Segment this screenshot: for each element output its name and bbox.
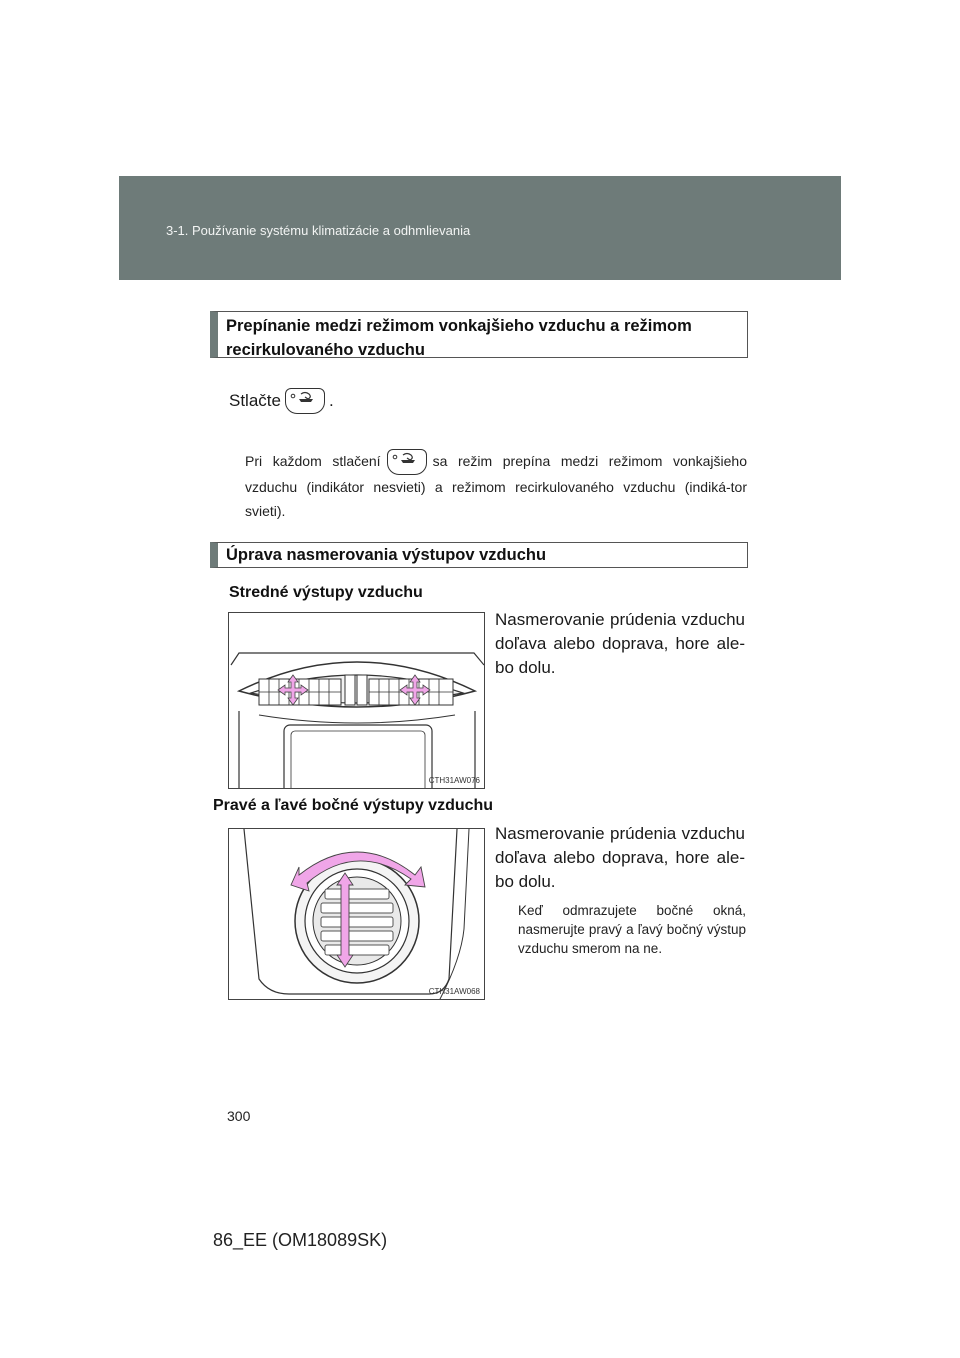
section-title-vents: Úprava nasmerovania výstupov vzduchu <box>210 542 748 568</box>
press-instruction <box>229 388 334 414</box>
air-recirculation-button-icon <box>387 449 427 475</box>
center-vent-illustration <box>229 613 485 789</box>
note-prefix: Pri každom stlačení <box>245 453 381 469</box>
air-recirculation-button-icon <box>285 388 325 414</box>
recirculation-note <box>245 449 747 523</box>
center-vents-description: Nasmerovanie prúdenia vzduchu doľava alebo doprava, hore ale-bo dolu. <box>495 610 745 677</box>
center-vents-figure <box>228 612 485 789</box>
side-vents-figure <box>228 828 485 1000</box>
figure-code: CTH31AW076 <box>428 776 480 785</box>
side-vent-illustration <box>229 829 485 1000</box>
figure-code: CTH31AW068 <box>428 987 480 996</box>
section-title-air-mode: Prepínanie medzi režimom vonkajšieho vzduchu a režimom recirkulovaného vzduchu <box>210 311 748 358</box>
side-vents-description: Nasmerovanie prúdenia vzduchu doľava alebo doprava, hore ale-bo dolu. <box>495 824 745 891</box>
press-suffix: . <box>328 391 334 410</box>
page-number: 300 <box>227 1108 251 1124</box>
header-title: 3-1. Používanie systému klimatizácie a odhmlievania <box>166 223 471 238</box>
center-vents-heading: Stredné výstupy vzduchu <box>229 584 423 601</box>
note-suffix: sa režim prepína medzi režimom vonkajšieho vzduchu (indikátor nesvieti) a režimom recirkulovaného vzduchu (indiká-tor svieti). <box>245 453 747 520</box>
header-band <box>119 176 841 280</box>
document-code: 86_EE (OM18089SK) <box>213 1230 388 1250</box>
side-vents-note: Keď odmrazujete bočné okná, nasmerujte pravý a ľavý bočný výstup vzduchu smerom na ne. <box>518 903 746 956</box>
press-prefix: Stlačte <box>229 391 281 410</box>
side-vents-heading: Pravé a ľavé bočné výstupy vzduchu <box>213 797 494 814</box>
